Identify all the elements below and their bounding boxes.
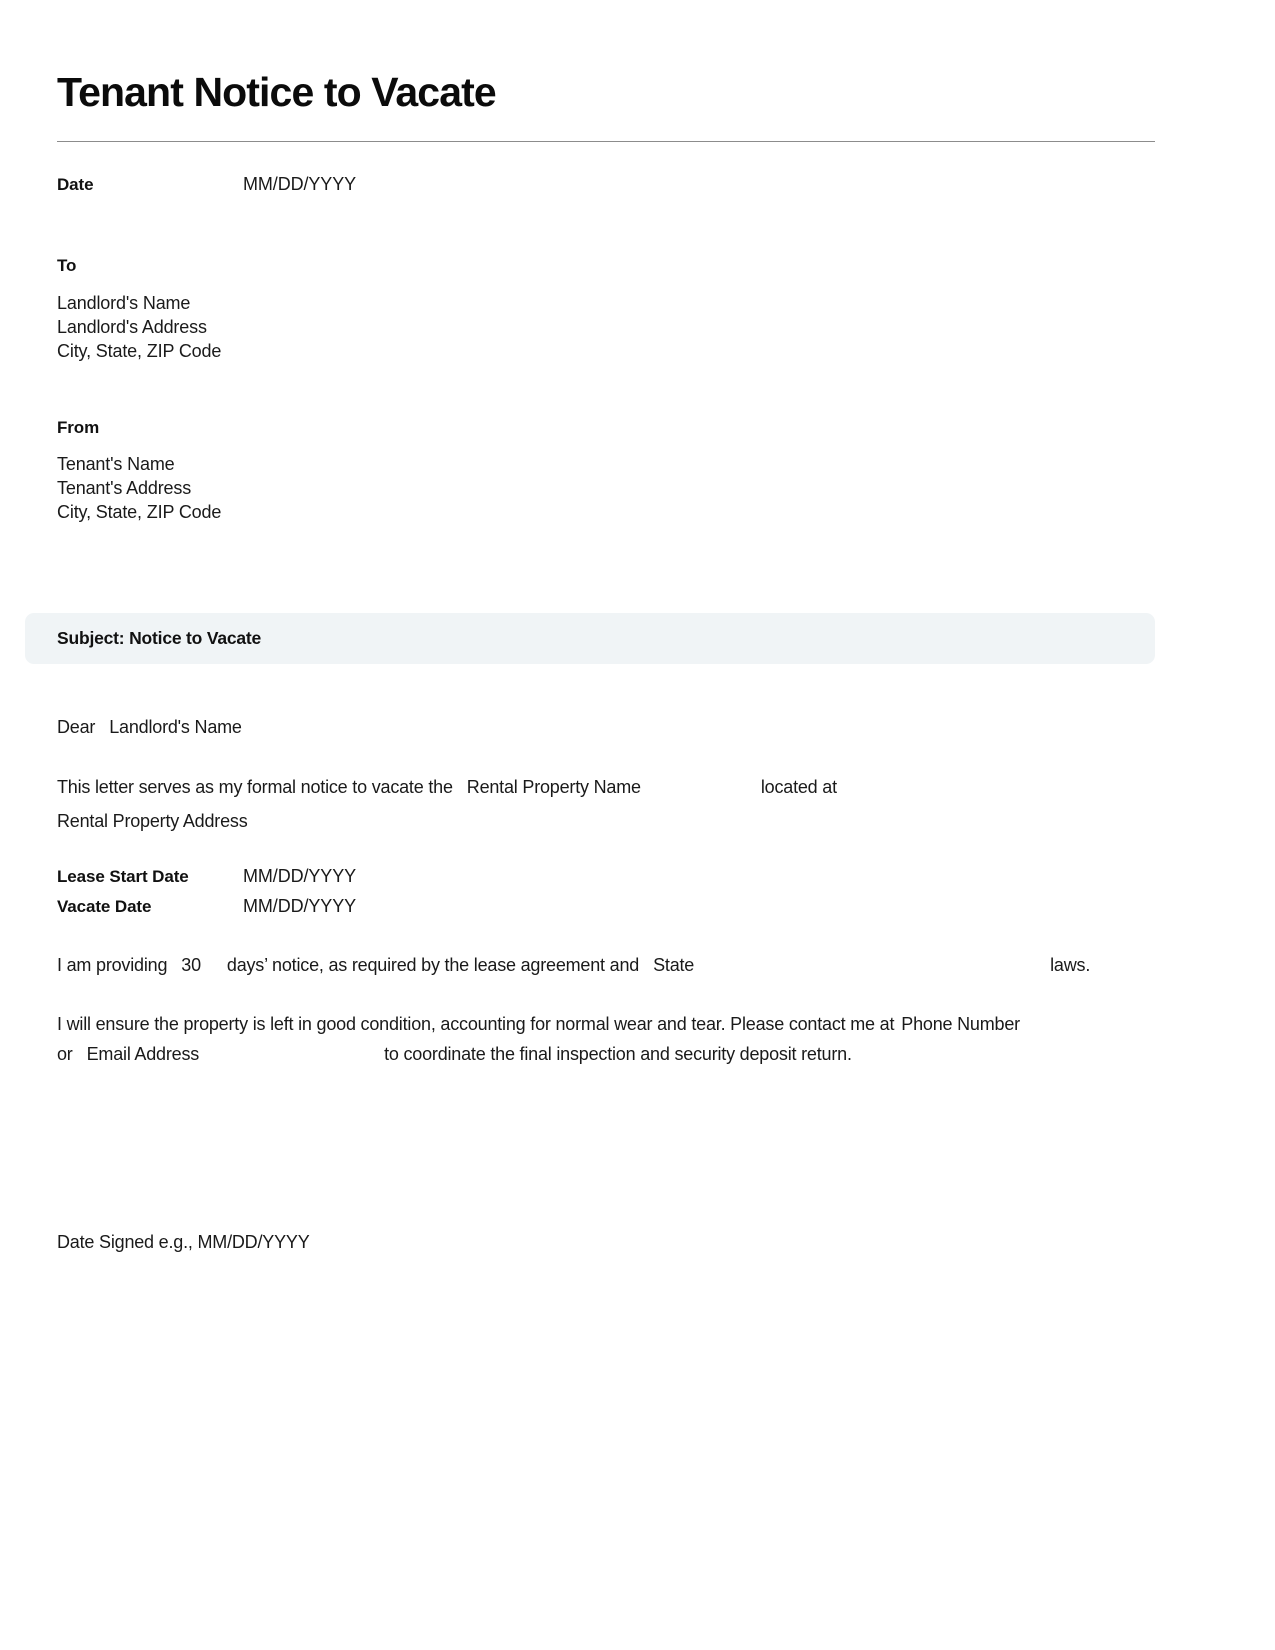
notice-days-suffix: laws. <box>1050 955 1091 975</box>
contact-tail-text: to coordinate the final inspection and security deposit return. <box>384 1044 852 1064</box>
salutation-prefix: Dear <box>57 717 96 737</box>
vacate-date-value[interactable]: MM/DD/YYYY <box>243 896 357 916</box>
located-at-text: located at <box>760 777 837 797</box>
from-address-line-1: Tenant's Name <box>57 454 175 474</box>
salutation-row <box>57 717 242 738</box>
rental-property-name-field[interactable]: Rental Property Name <box>466 777 641 797</box>
notice-days-field[interactable]: 30 <box>181 955 201 975</box>
notice-prefix-text: This letter serves as my formal notice to vacate the <box>57 777 453 797</box>
notice-days-paragraph <box>57 955 1090 976</box>
rental-property-address-field[interactable]: Rental Property Address <box>57 811 248 831</box>
from-address-line-3: City, State, ZIP Code <box>57 502 222 522</box>
notice-days-prefix: I am providing <box>57 955 168 975</box>
lease-start-date-value[interactable]: MM/DD/YYYY <box>243 866 357 886</box>
page-title: Tenant Notice to Vacate <box>57 69 496 116</box>
subject-text: Subject: Notice to Vacate <box>57 628 262 648</box>
phone-number-field[interactable]: Phone Number <box>901 1014 1020 1034</box>
to-block-label: To <box>57 256 77 275</box>
date-field-row <box>57 174 356 195</box>
contact-paragraph-line-1 <box>57 1014 1020 1035</box>
notice-paragraph-line-1 <box>57 777 837 798</box>
from-block-label: From <box>57 418 100 437</box>
to-address-line-2: Landlord's Address <box>57 317 207 337</box>
to-address-line-1: Landlord's Name <box>57 293 191 313</box>
contact-intro-text: I will ensure the property is left in good condition, accounting for normal wear and tear. Please contact me at <box>57 1014 895 1034</box>
signature-date-field[interactable]: Date Signed e.g., MM/DD/YYYY <box>57 1232 310 1252</box>
lease-start-date-label: Lease Start Date <box>57 867 189 886</box>
title-divider <box>57 141 1155 142</box>
vacate-date-row <box>57 896 356 917</box>
notice-days-middle-text: days’ notice, as required by the lease agreement and <box>226 955 640 975</box>
date-field-value[interactable]: MM/DD/YYYY <box>243 174 357 194</box>
lease-start-date-row <box>57 866 356 887</box>
to-address-block[interactable] <box>57 291 221 363</box>
from-address-line-2: Tenant's Address <box>57 478 192 498</box>
salutation-name-field[interactable]: Landlord's Name <box>109 717 242 737</box>
state-field[interactable]: State <box>653 955 695 975</box>
vacate-date-label: Vacate Date <box>57 897 152 916</box>
email-address-field[interactable]: Email Address <box>86 1044 200 1064</box>
contact-paragraph-line-2 <box>57 1044 852 1065</box>
date-field-label: Date <box>57 175 94 194</box>
to-address-line-3: City, State, ZIP Code <box>57 341 222 361</box>
from-address-block[interactable] <box>57 452 221 524</box>
contact-or-text: or <box>57 1044 73 1064</box>
